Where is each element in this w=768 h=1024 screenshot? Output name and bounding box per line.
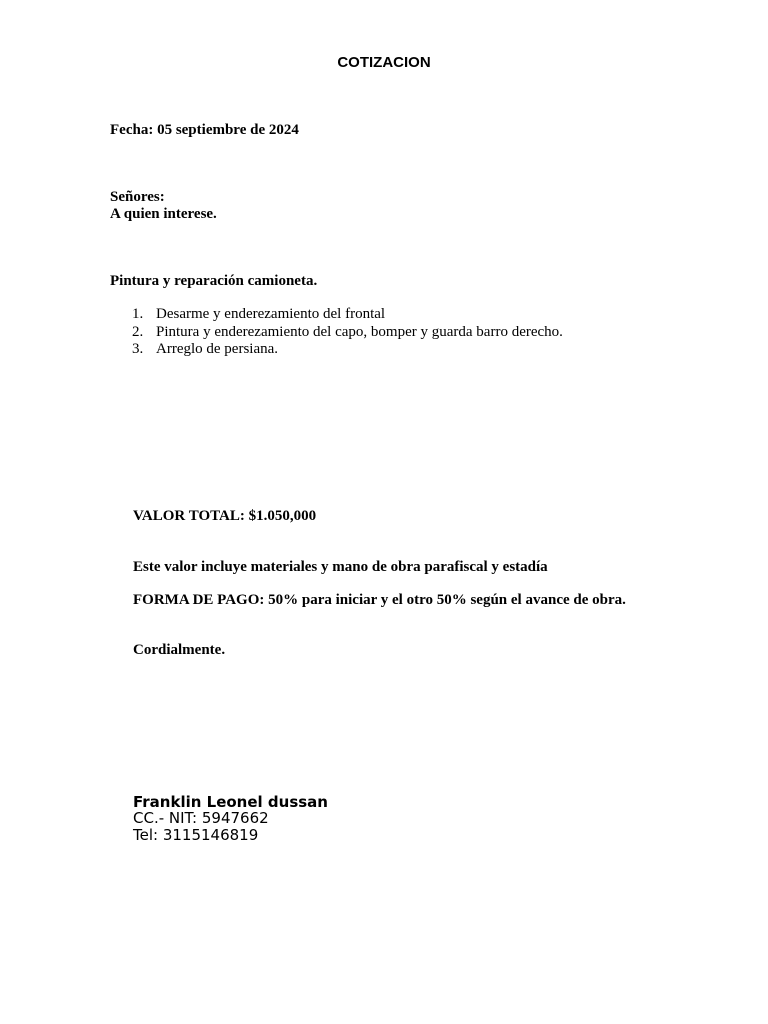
list-item: [110, 306, 563, 324]
list-item-text: Arreglo de persiana.: [156, 341, 279, 357]
work-items-list: [110, 306, 563, 359]
recipient: A quien interese.: [110, 206, 217, 222]
list-item-text: Pintura y enderezamiento del capo, bomper y guarda barro derecho.: [156, 323, 563, 340]
list-item: [110, 324, 563, 342]
payment-terms: FORMA DE PAGO: 50% para iniciar y el otro 50% según el avance de obra.: [133, 592, 626, 608]
includes-note: Este valor incluye materiales y mano de obra parafiscal y estadía: [133, 559, 548, 575]
list-item: [110, 341, 563, 359]
list-item-number: 2.: [132, 323, 144, 340]
signature-id: CC.- NIT: 5947662: [133, 809, 269, 827]
list-item-text: Desarme y enderezamiento del frontal: [156, 306, 386, 322]
subject-line: Pintura y reparación camioneta.: [110, 273, 318, 289]
list-item-number: 1.: [132, 306, 144, 322]
date-line: Fecha: 05 septiembre de 2024: [110, 122, 299, 138]
total-value: VALOR TOTAL: $1.050,000: [133, 508, 317, 524]
signature-name: Franklin Leonel dussan: [133, 793, 328, 811]
closing-line: Cordialmente.: [133, 642, 226, 658]
salutation: Señores:: [110, 189, 165, 205]
signature-phone: Tel: 3115146819: [133, 826, 259, 844]
document-title: COTIZACION: [337, 54, 431, 71]
list-item-number: 3.: [132, 341, 144, 357]
